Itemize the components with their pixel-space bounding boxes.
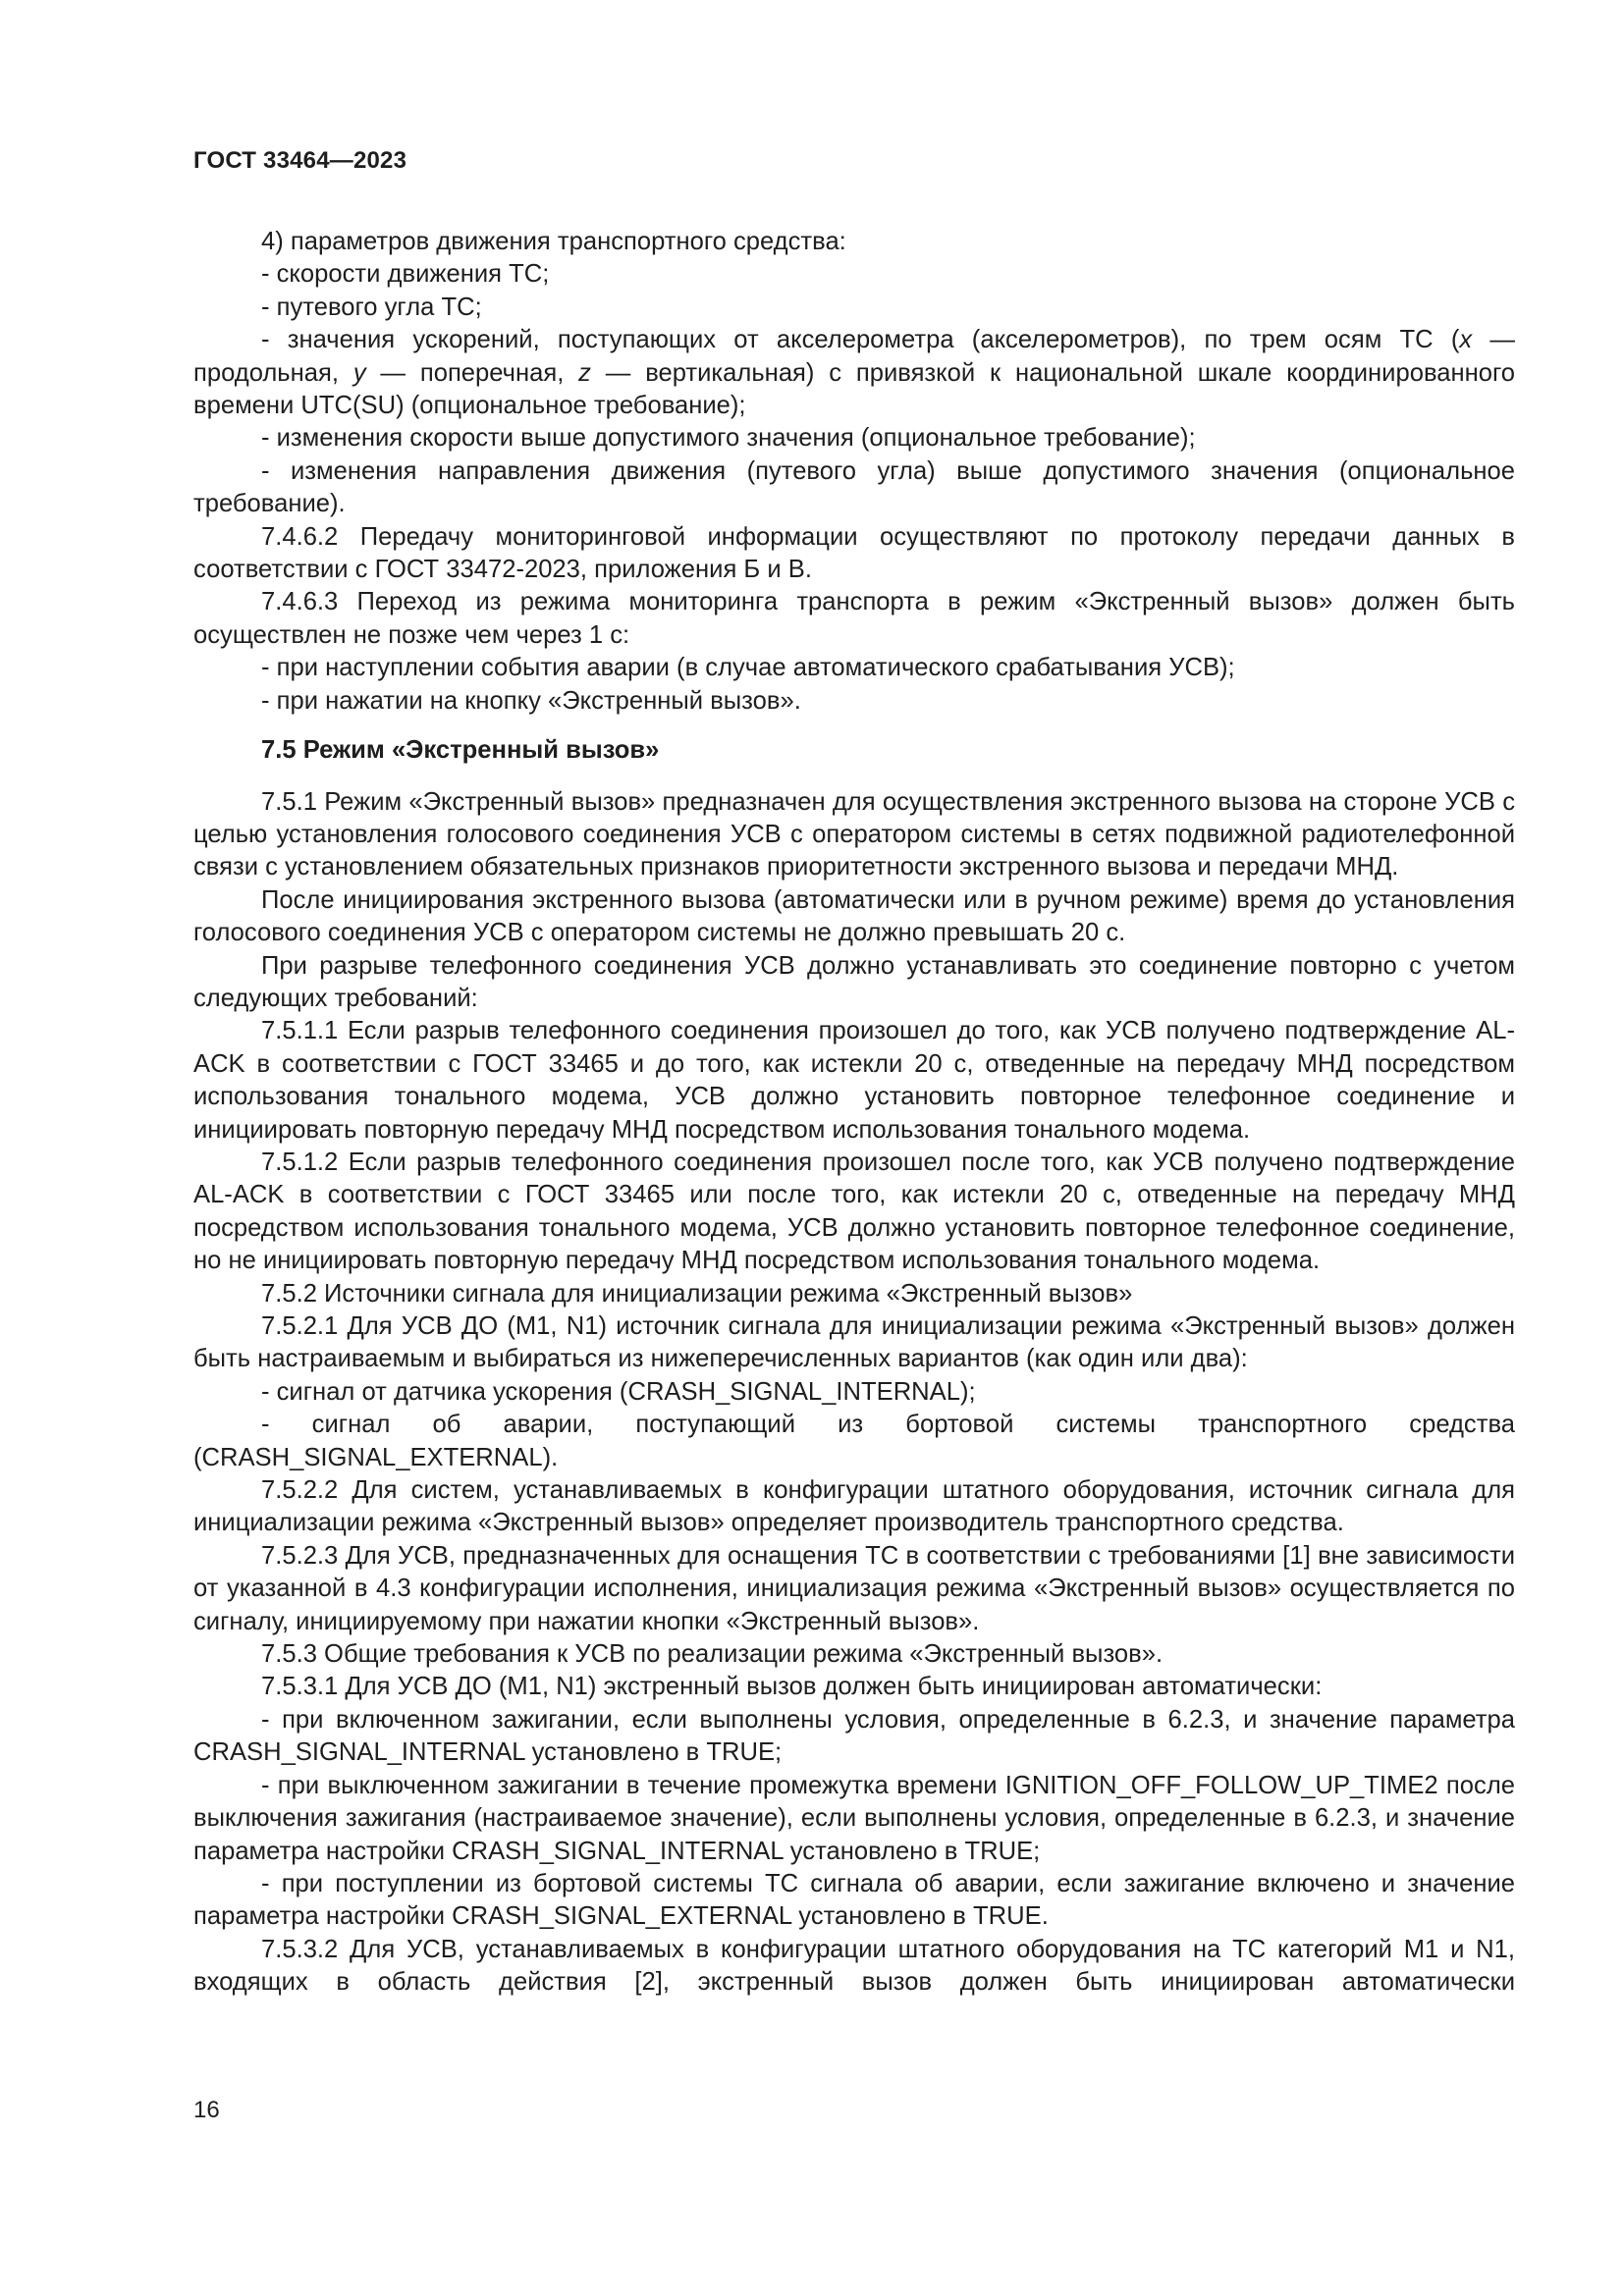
paragraph: 4) параметров движения транспортного средства:	[261, 228, 846, 255]
list-item: - сигнал об аварии, поступающий из бортовой системы транспортного средства (CRASH_SIGNAL_EXTERNAL).	[193, 1411, 1515, 1471]
paragraph-7-5-1-1: 7.5.1.1 Если разрыв телефонного соединения произошел до того, как УСВ получено подтверждение AL-ACK в соответствии с ГОСТ 33465 и до того, как истекли 20 с, отведенные на передачу МНД посредством использования тонального модема, УСВ должно установить повторное телефонное соединение и инициировать повторную передачу МНД посредством использования тонального модема.	[193, 1017, 1515, 1144]
paragraph-7-5-2-2: 7.5.2.2 Для систем, устанавливаемых в конфигурации штатного оборудования, источник сигнала для инициализации режима «Экстренный вызов» определяет производитель транспортного средства.	[193, 1476, 1515, 1537]
list-item: - при выключенном зажигании в течение промежутка времени IGNITION_OFF_FOLLOW_UP_TIME2 после выключения зажигания (настраиваемое значение), если выполнены условия, определенные в 6.2.3, и значение параметра настройки CRASH_SIGNAL_INTERNAL установлено в TRUE;	[193, 1771, 1515, 1865]
paragraph-7-5-2-3: 7.5.2.3 Для УСВ, предназначенных для оснащения ТС в соответствии с требованиями [1] вне зависимости от указанной в 4.3 конфигурации исполнения, инициализация режима «Экстренный вызов» осуществляется по сигналу, инициируемому при нажатии кнопки «Экстренный вызов».	[193, 1541, 1515, 1635]
paragraph-7-5-3-2: 7.5.3.2 Для УСВ, устанавливаемых в конфигурации штатного оборудования на ТС категорий М1 и N1, входящих в область действия [2], экстренный вызов должен быть инициирован автоматически	[193, 1935, 1515, 1997]
paragraph-7-5-1-2: 7.5.1.2 Если разрыв телефонного соединения произошел после того, как УСВ получено подтверждение AL-ACK в соответствии с ГОСТ 33465 или после того, как истекли 20 с, отведенные на передачу МНД посредством использования тонального модема, УСВ должно установить повторное телефонное соединение, но не инициировать повторную передачу МНД посредством использования тонального модема.	[193, 1148, 1515, 1275]
list-item: - при поступлении из бортовой системы ТС сигнала об аварии, если зажигание включено и значение параметра настройки CRASH_SIGNAL_EXTERNAL установлено в TRUE.	[193, 1869, 1515, 1931]
list-item: - изменения скорости выше допустимого значения (опциональное требование);	[261, 424, 1196, 453]
list-item: - скорости движения ТС;	[261, 260, 550, 289]
paragraph-7-5-3-1: 7.5.3.1 Для УСВ ДО (М1, N1) экстренный вызов должен быть инициирован автоматически:	[261, 1673, 1323, 1701]
document-header: ГОСТ 33464—2023	[193, 147, 407, 174]
list-item: - сигнал от датчика ускорения (CRASH_SIGNAL_INTERNAL);	[261, 1377, 976, 1406]
paragraph: При разрыве телефонного соединения УСВ должно устанавливать это соединение повторно с учетом следующих требований:	[193, 951, 1515, 1012]
list-item-accelerations: - значения ускорений, поступающих от акселерометра (акселерометров), по трем осям ТС (x — продольная, y — поперечная, z — вертикальная) с привязкой к национальной шкале координированного времени UTC(SU) (опциональное требование);	[193, 326, 1516, 420]
list-item: - при наступлении события аварии (в случае автоматического срабатывания УСВ);	[261, 654, 1235, 682]
paragraph-7-5-3: 7.5.3 Общие требования к УСВ по реализации режима «Экстренный вызов».	[261, 1640, 1164, 1669]
list-item: - путевого угла ТС;	[261, 293, 482, 321]
list-item: - при включенном зажигании, если выполнены условия, определенные в 6.2.3, и значение параметра CRASH_SIGNAL_INTERNAL установлено в TRUE;	[193, 1705, 1515, 1767]
section-heading-7-5: 7.5 Режим «Экстренный вызов»	[261, 736, 660, 765]
document-body	[193, 226, 1515, 2000]
paragraph-7-5-1: 7.5.1 Режим «Экстренный вызов» предназначен для осуществления экстренного вызова на стороне УСВ с целью установления голосового соединения УСВ с оператором системы в сетях подвижной радиотелефонной связи с установлением обязательных признаков приоритетности экстренного вызова и передачи МНД.	[193, 787, 1515, 881]
list-item: - изменения направления движения (путевого угла) выше допустимого значения (опциональное требование).	[193, 456, 1515, 518]
page-number: 16	[193, 2097, 220, 2123]
paragraph-7-4-6-3: 7.4.6.3 Переход из режима мониторинга транспорта в режим «Экстренный вызов» должен быть осуществлен не позже чем через 1 с:	[193, 588, 1515, 649]
paragraph: После инициирования экстренного вызова (автоматически или в ручном режиме) время до установления голосового соединения УСВ с оператором системы не должно превышать 20 с.	[193, 885, 1515, 947]
paragraph-7-4-6-2: 7.4.6.2 Передачу мониторинговой информации осуществляют по протоколу передачи данных в соответствии с ГОСТ 33472-2023, приложения Б и В.	[193, 522, 1515, 584]
paragraph-7-5-2-1: 7.5.2.1 Для УСВ ДО (М1, N1) источник сигнала для инициализации режима «Экстренный вызов» должен быть настраиваемым и выбираться из нижеперечисленных вариантов (как один или два):	[193, 1312, 1515, 1373]
paragraph-7-5-2: 7.5.2 Источники сигнала для инициализации режима «Экстренный вызов»	[261, 1279, 1133, 1308]
list-item: - при нажатии на кнопку «Экстренный вызов».	[261, 686, 801, 715]
